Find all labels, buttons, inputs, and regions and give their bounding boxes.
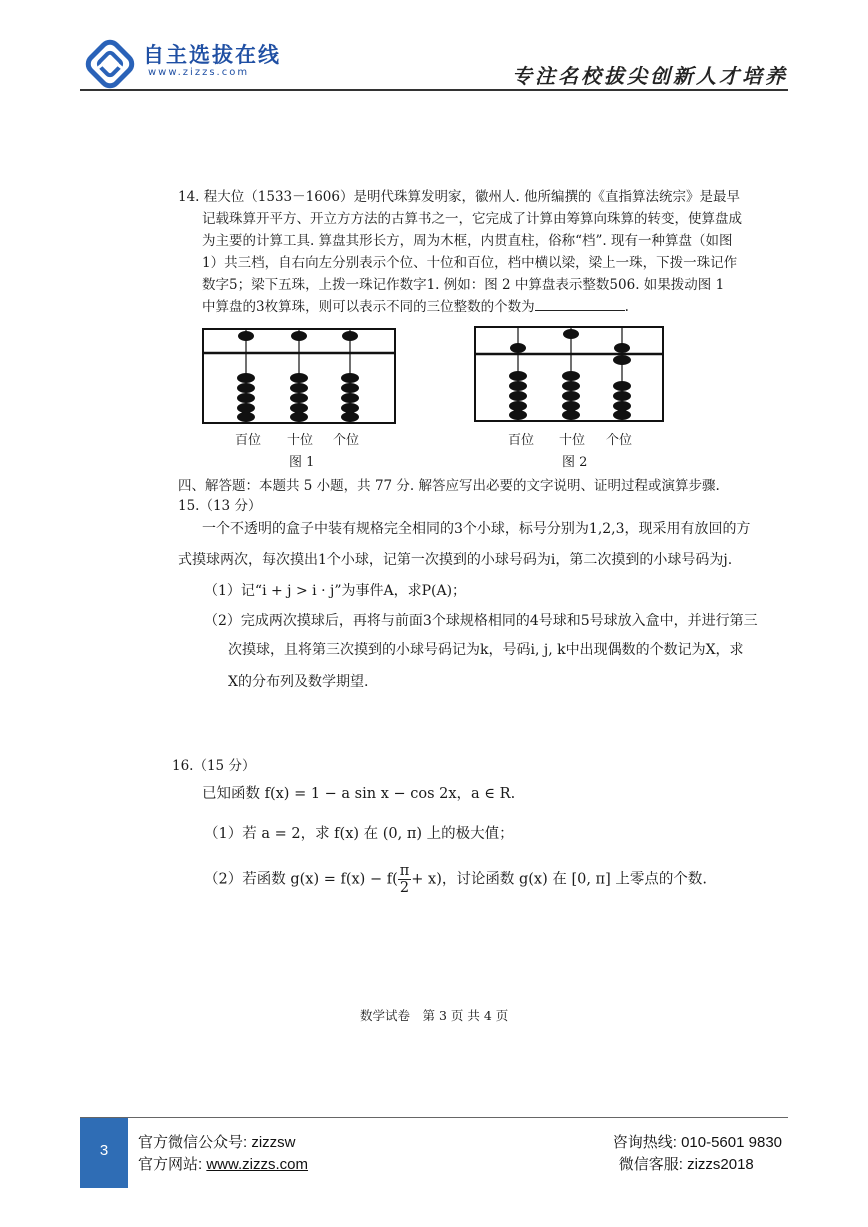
q16-sub-1: （1）若 a = 2，求 f(x) 在 (0, π) 上的极大值；: [204, 826, 514, 842]
fig1-caption: 图 1: [289, 455, 315, 470]
abacus-figure-2: [474, 326, 664, 422]
fig1-label-ones: 个位: [333, 433, 360, 448]
footer-website-row: 官方网站: www.zizzs.com: [138, 1156, 309, 1173]
fig2-label-tens: 十位: [559, 433, 586, 448]
q15-sub-2: （2）完成两次摸球后，再将与前面3个球规格相同的4号球和5号球放入盒中，并进行第三: [204, 613, 758, 629]
q15-heading: 15.（13 分）: [178, 498, 262, 514]
fig2-label-ones: 个位: [606, 433, 633, 448]
fig1-label-tens: 十位: [287, 433, 314, 448]
footer-divider: [80, 1117, 788, 1118]
pi-over-2-fraction: $\frac{\pi}{2}$: [399, 863, 410, 896]
header-divider: [80, 89, 788, 91]
q15-sub-1: （1）记“i + j > i · j”为事件A，求P(A)；: [204, 583, 467, 599]
answer-blank[interactable]: [535, 296, 625, 311]
q16-heading: 16.（15 分）: [172, 758, 256, 774]
fig1-label-hundreds: 百位: [235, 433, 262, 448]
q16-sub-2: （2）若函数 g(x) = f(x) − f( $\frac{\pi}{2}$ + x)，讨论函数 g(x) 在 [0, π] 上零点的个数.: [204, 863, 707, 896]
question-14: [178, 186, 742, 318]
fig2-caption: 图 2: [562, 455, 588, 470]
logo-title: 自主选拔在线: [143, 42, 281, 67]
footer-wechat-public: 官方微信公众号: zizzsw: [138, 1134, 296, 1151]
logo-icon: [84, 38, 136, 90]
q15-paragraph-2: 式摸球两次，每次摸出1个小球，记第一次摸到的小球号码为i，第二次摸到的小球号码为j.: [178, 552, 733, 568]
footer-contact-left: [138, 1132, 308, 1176]
footer-page-number: 3: [80, 1118, 128, 1188]
footer-contact-right: [613, 1132, 782, 1176]
footer-hotline: 咨询热线: 010-5601 9830: [612, 1134, 782, 1151]
abacus-figure-1: [202, 328, 396, 424]
q16-paragraph-1: 已知函数 f(x) = 1 − a sin x − cos 2x，a ∈ R.: [202, 786, 516, 802]
q15-sub-2-line-2: 次摸球，且将第三次摸到的小球号码记为k，号码i, j, k中出现偶数的个数记为X，求: [228, 642, 744, 658]
header-slogan: 专注名校拔尖创新人才培养: [512, 64, 788, 88]
fig2-label-hundreds: 百位: [508, 433, 535, 448]
footer-website-link[interactable]: www.zizzs.com: [206, 1156, 309, 1173]
q14-line-6: 中算盘的3枚算珠，则可以表示不同的三位整数的个数为 .: [178, 296, 738, 318]
footer-wechat-service: 微信客服: zizzs2018: [618, 1156, 754, 1173]
q14-line-3: 为主要的计算工具. 算盘其形长方，周为木框，内贯直柱，俗称“档”. 现有一种算盘（如图: [202, 233, 733, 249]
page-header: [0, 0, 868, 92]
q14-line-5: 数字5；梁下五珠，上拨一珠记作数字1. 例如：图 2 中算盘表示整数506. 如果拨动图 1: [202, 277, 725, 293]
section-4-heading: 四、解答题：本题共 5 小题，共 77 分. 解答应写出必要的文字说明、证明过程或演算步骤.: [178, 478, 720, 494]
q14-line-1: 14. 程大位（1533－1606）是明代珠算发明家，徽州人. 他所编撰的《直指算法统宗》是最早: [178, 189, 741, 205]
q15-sub-2-line-3: X的分布列及数学期望.: [228, 674, 369, 690]
q14-line-4: 1）共三档，自右向左分别表示个位、十位和百位，档中横以梁，梁上一珠，下拨一珠记作: [202, 255, 738, 271]
logo-url: www.zizzs.com: [148, 67, 250, 78]
page-number-text: 数学试卷 第 3 页 共 4 页: [360, 1008, 509, 1023]
q15-paragraph-1: 一个不透明的盒子中装有规格完全相同的3个小球，标号分别为1,2,3，现采用有放回的方: [202, 521, 751, 537]
q14-line-2: 记载珠算开平方、开立方方法的古算书之一，它完成了计算由筹算向珠算的转变，使算盘成: [202, 211, 742, 227]
